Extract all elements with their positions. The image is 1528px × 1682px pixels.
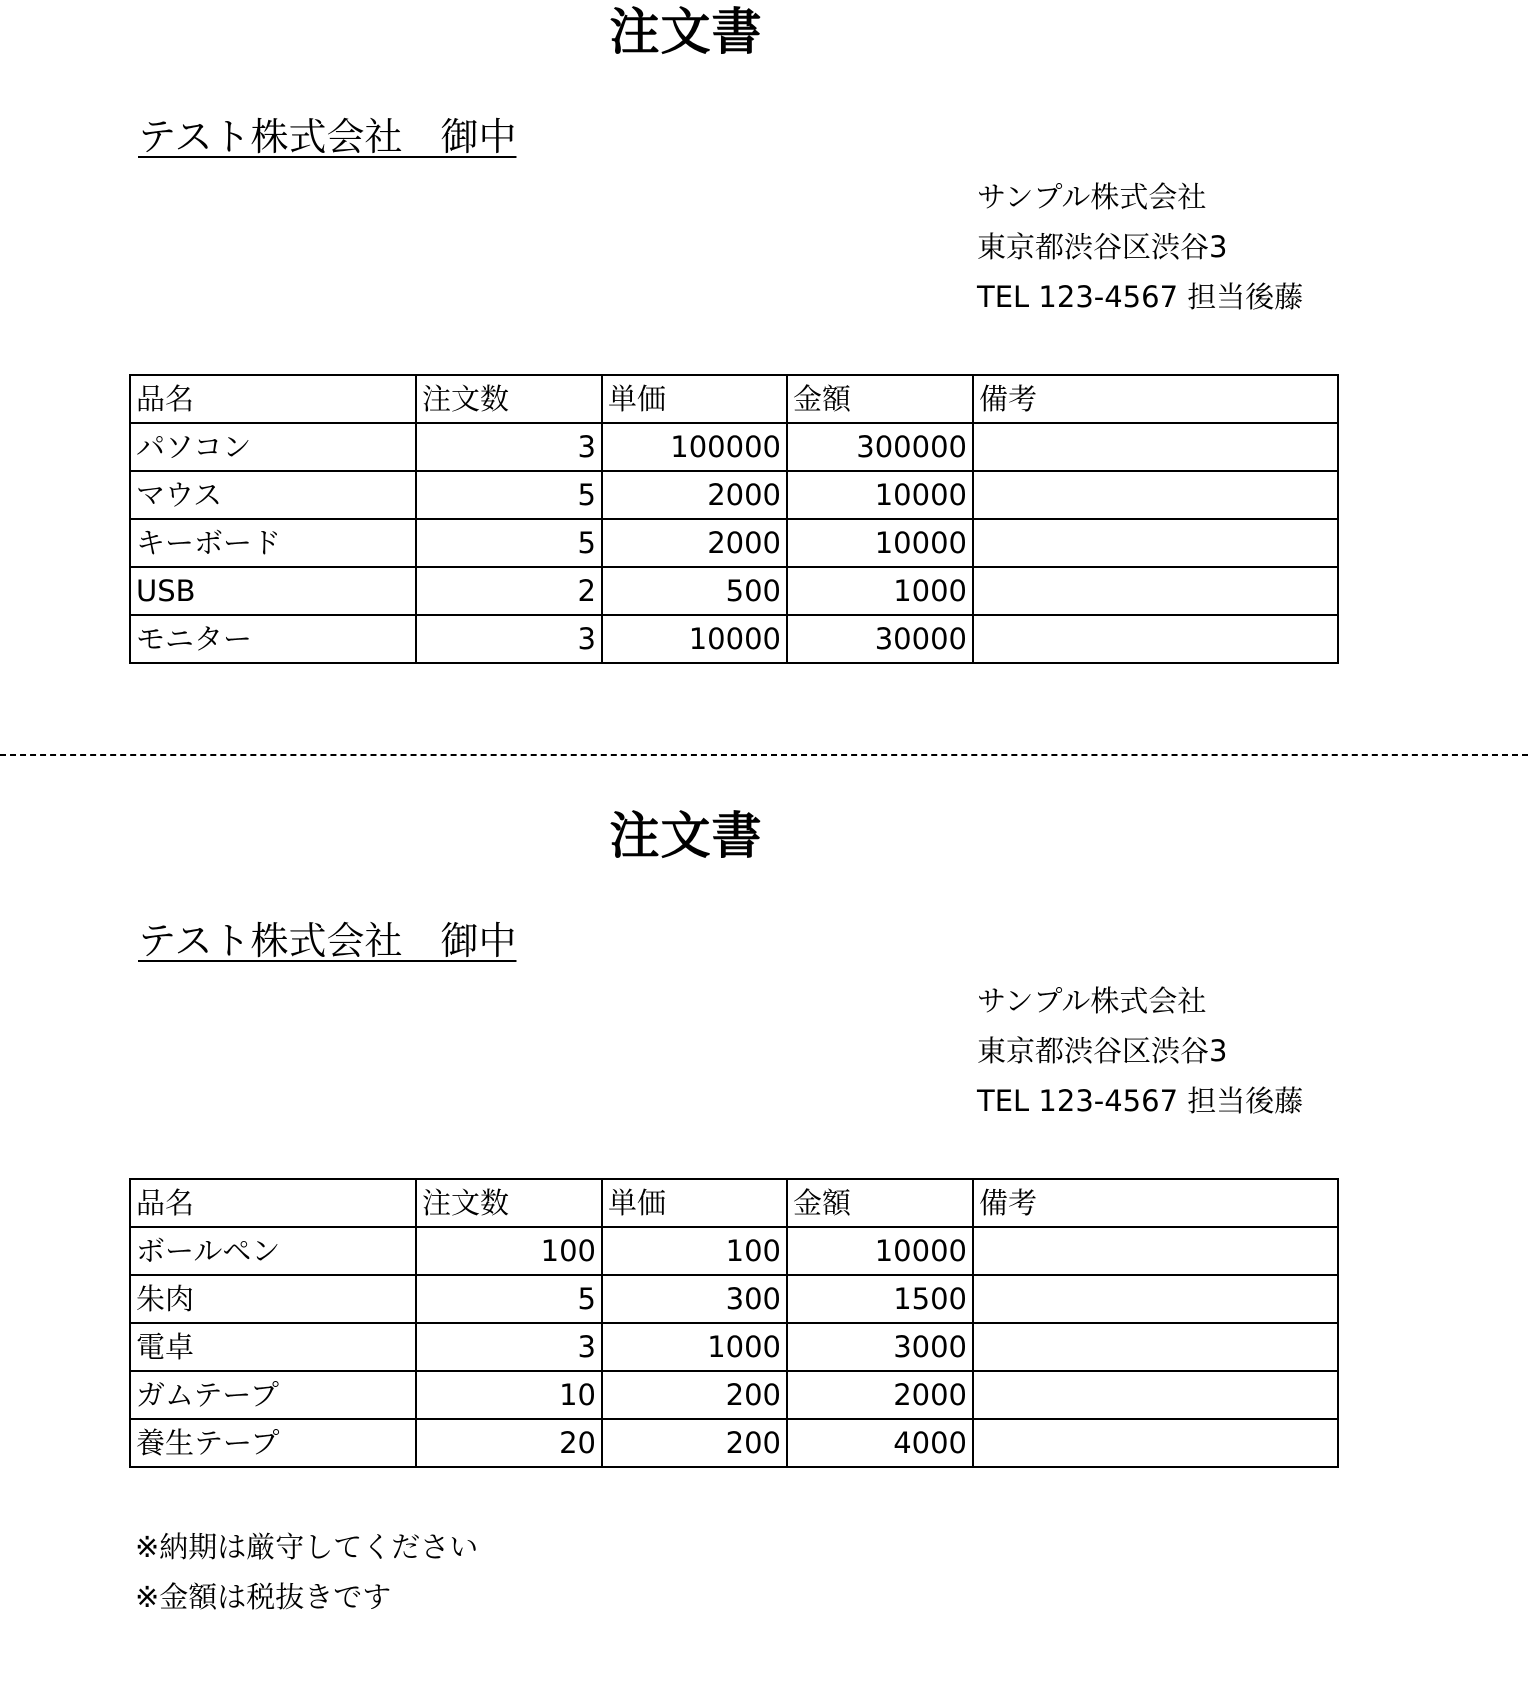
cell-quantity: 3 [416, 1323, 602, 1371]
cell-quantity: 10 [416, 1371, 602, 1419]
table-row [130, 423, 1338, 471]
cell-remarks [973, 519, 1338, 567]
recipient-name: テスト株式会社 御中 [138, 919, 517, 963]
table-row [130, 567, 1338, 615]
cell-quantity: 5 [416, 1275, 602, 1323]
header-quantity: 注文数 [416, 375, 602, 423]
sender-block [977, 172, 1303, 322]
cell-unit-price: 200 [602, 1371, 787, 1419]
cell-unit-price: 100000 [602, 423, 787, 471]
order-table [129, 374, 1339, 664]
note-delivery-deadline: ※納期は厳守してください [135, 1530, 479, 1564]
cell-amount: 10000 [787, 471, 973, 519]
cell-remarks [973, 1323, 1338, 1371]
cell-quantity: 5 [416, 471, 602, 519]
cell-item-name: 朱肉 [130, 1275, 416, 1323]
header-amount: 金額 [787, 1179, 973, 1227]
cell-amount: 10000 [787, 519, 973, 567]
order-table [129, 1178, 1339, 1468]
sender-contact: TEL 123-4567 担当後藤 [977, 280, 1304, 314]
cell-amount: 1000 [787, 567, 973, 615]
cell-amount: 2000 [787, 1371, 973, 1419]
cell-unit-price: 2000 [602, 519, 787, 567]
sender-company: サンプル株式会社 [977, 180, 1207, 214]
cell-unit-price: 300 [602, 1275, 787, 1323]
table-row [130, 1275, 1338, 1323]
cell-unit-price: 10000 [602, 615, 787, 663]
table-row [130, 1323, 1338, 1371]
table-row [130, 1227, 1338, 1275]
cell-item-name: ガムテープ [130, 1371, 416, 1419]
cell-quantity: 5 [416, 519, 602, 567]
document-title: 注文書 [609, 807, 763, 865]
table-row [130, 1419, 1338, 1467]
table-row [130, 615, 1338, 663]
cut-line-divider [0, 754, 1528, 756]
note-tax-excluded: ※金額は税抜きです [135, 1580, 392, 1614]
sender-address: 東京都渋谷区渋谷3 [977, 230, 1228, 264]
table-row [130, 471, 1338, 519]
cell-item-name: 電卓 [130, 1323, 416, 1371]
cell-remarks [973, 423, 1338, 471]
sender-address: 東京都渋谷区渋谷3 [977, 1034, 1228, 1068]
cell-remarks [973, 471, 1338, 519]
cell-quantity: 20 [416, 1419, 602, 1467]
sender-company: サンプル株式会社 [977, 984, 1207, 1018]
header-amount: 金額 [787, 375, 973, 423]
cell-quantity: 3 [416, 615, 602, 663]
cell-quantity: 3 [416, 423, 602, 471]
cell-remarks [973, 615, 1338, 663]
header-unit-price: 単価 [602, 375, 787, 423]
cell-amount: 3000 [787, 1323, 973, 1371]
cell-amount: 30000 [787, 615, 973, 663]
cell-quantity: 2 [416, 567, 602, 615]
cell-remarks [973, 1227, 1338, 1275]
sender-contact: TEL 123-4567 担当後藤 [977, 1084, 1304, 1118]
cell-unit-price: 500 [602, 567, 787, 615]
table-row [130, 519, 1338, 567]
cell-amount: 300000 [787, 423, 973, 471]
header-remarks: 備考 [973, 375, 1338, 423]
table-row [130, 1371, 1338, 1419]
sender-block [977, 976, 1303, 1126]
header-item-name: 品名 [130, 1179, 416, 1227]
cell-item-name: USB [130, 567, 416, 615]
table-header-row [130, 1179, 1338, 1227]
cell-remarks [973, 567, 1338, 615]
cell-item-name: 養生テープ [130, 1419, 416, 1467]
cell-amount: 1500 [787, 1275, 973, 1323]
recipient-name: テスト株式会社 御中 [138, 115, 517, 159]
header-unit-price: 単価 [602, 1179, 787, 1227]
header-quantity: 注文数 [416, 1179, 602, 1227]
header-remarks: 備考 [973, 1179, 1338, 1227]
cell-unit-price: 100 [602, 1227, 787, 1275]
cell-amount: 4000 [787, 1419, 973, 1467]
cell-unit-price: 2000 [602, 471, 787, 519]
cell-remarks [973, 1275, 1338, 1323]
cell-item-name: ボールペン [130, 1227, 416, 1275]
notes-block [135, 1522, 478, 1622]
cell-item-name: パソコン [130, 423, 416, 471]
cell-item-name: キーボード [130, 519, 416, 567]
cell-unit-price: 1000 [602, 1323, 787, 1371]
document-title: 注文書 [609, 3, 763, 61]
cell-remarks [973, 1419, 1338, 1467]
cell-quantity: 100 [416, 1227, 602, 1275]
cell-amount: 10000 [787, 1227, 973, 1275]
cell-remarks [973, 1371, 1338, 1419]
cell-item-name: モニター [130, 615, 416, 663]
cell-item-name: マウス [130, 471, 416, 519]
header-item-name: 品名 [130, 375, 416, 423]
table-header-row [130, 375, 1338, 423]
cell-unit-price: 200 [602, 1419, 787, 1467]
